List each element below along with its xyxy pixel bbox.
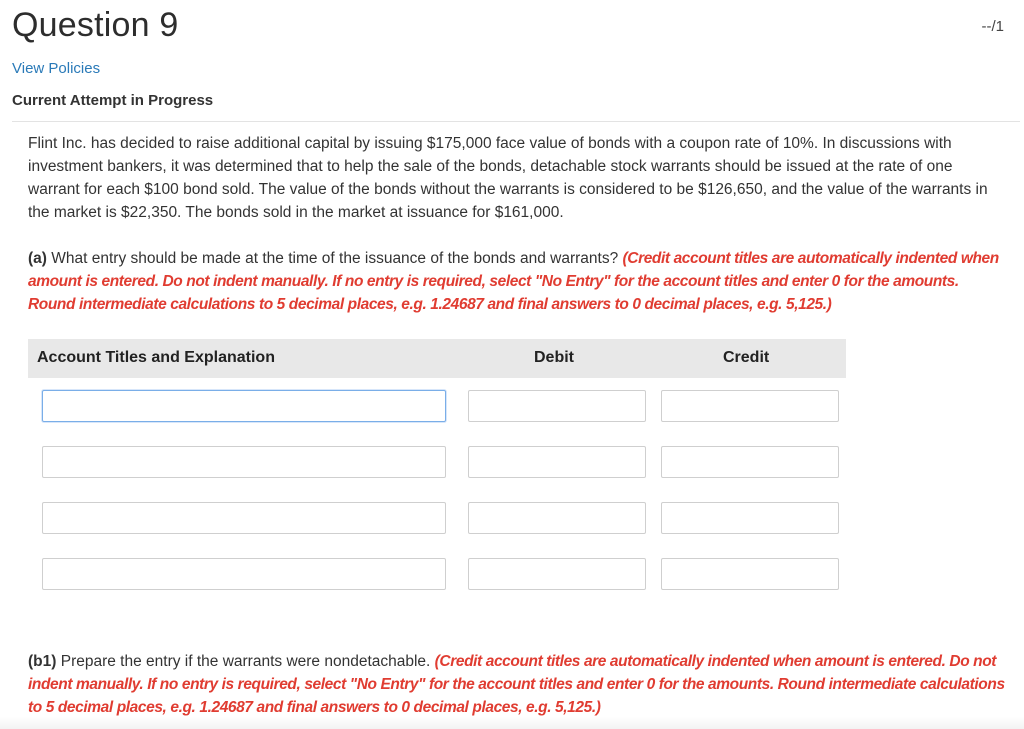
debit-input[interactable] xyxy=(468,390,646,422)
part-a-instructions: (Credit account titles are automatically indented when amount is entered. Do not indent manually. If no entry is required, select "No Entry" for the account titles and enter 0 for the amounts. Round intermediate calculations to 5 decimal places, e.g. 1.24687 and final answers to 0 decimal places, e.g. 5,125.) xyxy=(28,250,999,313)
account-title-input[interactable] xyxy=(42,502,446,534)
part-b1-prompt xyxy=(28,650,1008,719)
credit-input[interactable] xyxy=(661,390,839,422)
debit-input[interactable] xyxy=(468,558,646,590)
question-title: Question 9 xyxy=(12,6,179,44)
account-title-input[interactable] xyxy=(42,558,446,590)
header-account-titles: Account Titles and Explanation xyxy=(37,349,275,366)
score: --/1 xyxy=(981,18,1004,35)
part-a-prompt xyxy=(28,247,1008,316)
part-a-question: What entry should be made at the time of the issuance of the bonds and warrants? xyxy=(46,250,623,267)
part-b1-label: (b1) xyxy=(28,653,57,670)
debit-input[interactable] xyxy=(468,502,646,534)
header-credit: Credit xyxy=(723,349,770,366)
attempt-status: Current Attempt in Progress xyxy=(12,92,214,109)
credit-input[interactable] xyxy=(661,502,839,534)
view-policies-link[interactable]: View Policies xyxy=(12,60,101,77)
problem-intro: Flint Inc. has decided to raise additional capital by issuing $175,000 face value of bonds with a coupon rate of 10%. In discussions with investment bankers, it was determined that to help the sale of the bonds, detachable stock warrants should be issued at the rate of one warrant for each $100 bond sold. The value of the bonds without the warrants is considered to be $126,650, and the value of the warrants in the market is $22,350. The bonds sold in the market at issuance for $161,000. xyxy=(28,135,988,221)
divider xyxy=(12,121,1020,122)
part-b1-instructions: (Credit account titles are automatically indented when amount is entered. Do not indent manually. If no entry is required, select "No Entry" for the account titles and enter 0 for the amounts. Round intermediate calculations to 5 decimal places, e.g. 1.24687 and final answers to 0 decimal places, e.g. 5,125.) xyxy=(28,653,1005,716)
credit-input[interactable] xyxy=(661,446,839,478)
debit-input[interactable] xyxy=(468,446,646,478)
journal-table-header xyxy=(28,339,846,378)
part-b1-question: Prepare the entry if the warrants were nondetachable. xyxy=(56,653,435,670)
credit-input[interactable] xyxy=(661,558,839,590)
account-title-input[interactable] xyxy=(42,390,446,422)
account-title-input[interactable] xyxy=(42,446,446,478)
part-a-label: (a) xyxy=(28,250,47,267)
header-debit: Debit xyxy=(534,349,574,366)
bottom-scroll-shade xyxy=(0,717,1024,729)
